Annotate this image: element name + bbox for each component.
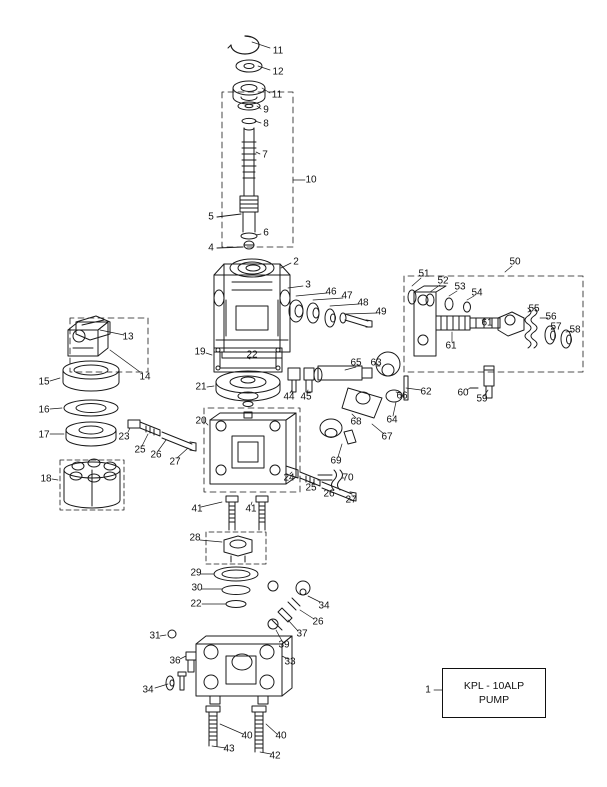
callout-33: 33 bbox=[284, 656, 296, 668]
callout-21: 21 bbox=[195, 381, 207, 393]
callout-40-right: 40 bbox=[275, 730, 287, 742]
part-number-line2: PUMP bbox=[478, 694, 510, 706]
callout-61-lower: 61 bbox=[445, 340, 457, 352]
callout-56: 56 bbox=[545, 311, 557, 323]
callout-58: 58 bbox=[569, 324, 581, 336]
callout-51: 51 bbox=[418, 268, 430, 280]
callout-15: 15 bbox=[38, 376, 50, 388]
callout-61-upper: 61 bbox=[481, 317, 493, 329]
callout-31: 31 bbox=[149, 630, 161, 642]
callout-41-left: 41 bbox=[191, 503, 203, 515]
callout-14: 14 bbox=[139, 371, 151, 383]
callout-42: 42 bbox=[269, 750, 281, 762]
callout-5: 5 bbox=[208, 211, 214, 223]
callout-26-right: 26 bbox=[323, 488, 335, 500]
callout-60: 60 bbox=[457, 387, 469, 399]
callout-3: 3 bbox=[305, 279, 311, 291]
callout-23: 23 bbox=[118, 431, 130, 443]
callout-46: 46 bbox=[325, 286, 337, 298]
part-number-box bbox=[442, 668, 546, 718]
callout-4: 4 bbox=[208, 242, 214, 254]
callout-1: 1 bbox=[425, 684, 431, 696]
callout-54: 54 bbox=[471, 287, 483, 299]
callout-55: 55 bbox=[528, 303, 540, 315]
callout-36: 36 bbox=[169, 655, 181, 667]
callout-65: 65 bbox=[350, 357, 362, 369]
callout-64: 64 bbox=[386, 414, 398, 426]
callout-43: 43 bbox=[223, 743, 235, 755]
callout-53: 53 bbox=[454, 281, 466, 293]
callout-67: 67 bbox=[381, 431, 393, 443]
callout-59: 59 bbox=[476, 393, 488, 405]
callout-39: 39 bbox=[278, 639, 290, 651]
callout-27-right: 27 bbox=[345, 494, 357, 506]
callout-68: 68 bbox=[350, 416, 362, 428]
callout-17: 17 bbox=[38, 429, 50, 441]
callout-37: 37 bbox=[296, 628, 308, 640]
callout-16: 16 bbox=[38, 404, 50, 416]
callout-52: 52 bbox=[437, 275, 449, 287]
callout-25-right: 25 bbox=[305, 482, 317, 494]
callout-24: 24 bbox=[283, 472, 295, 484]
callout-9: 9 bbox=[263, 104, 269, 116]
callout-26-left: 26 bbox=[150, 449, 162, 461]
callout-2: 2 bbox=[293, 256, 299, 268]
callout-62: 62 bbox=[420, 386, 432, 398]
callout-41-right: 41 bbox=[245, 503, 257, 515]
callout-40-left: 40 bbox=[241, 730, 253, 742]
callout-10: 10 bbox=[305, 174, 317, 186]
callout-13: 13 bbox=[122, 331, 134, 343]
callout-30: 30 bbox=[191, 582, 203, 594]
callout-27-left: 27 bbox=[169, 456, 181, 468]
callout-34-left: 34 bbox=[142, 684, 154, 696]
callout-29: 29 bbox=[190, 567, 202, 579]
callout-47: 47 bbox=[341, 290, 353, 302]
callout-12: 12 bbox=[272, 66, 284, 78]
callout-18: 18 bbox=[40, 473, 52, 485]
callout-66: 66 bbox=[396, 390, 408, 402]
callout-7: 7 bbox=[262, 149, 268, 161]
callout-34-right: 34 bbox=[318, 600, 330, 612]
callout-45: 45 bbox=[300, 391, 312, 403]
callout-19: 19 bbox=[194, 346, 206, 358]
callout-57: 57 bbox=[550, 321, 562, 333]
callout-22-upper: 22 bbox=[246, 349, 258, 361]
callout-69: 69 bbox=[330, 455, 342, 467]
callout-50: 50 bbox=[509, 256, 521, 268]
callout-44: 44 bbox=[283, 391, 295, 403]
callout-8: 8 bbox=[263, 118, 269, 130]
callout-11-lower: 11 bbox=[271, 89, 283, 101]
part-number-line1: KPL - 10ALP bbox=[463, 680, 525, 692]
callout-63: 63 bbox=[370, 357, 382, 369]
callout-70: 70 bbox=[342, 472, 354, 484]
callout-48: 48 bbox=[357, 297, 369, 309]
callout-11-top: 11 bbox=[272, 45, 284, 57]
callout-26-bottom: 26 bbox=[312, 616, 324, 628]
callout-25-left: 25 bbox=[134, 444, 146, 456]
callout-20: 20 bbox=[195, 415, 207, 427]
callout-22-lower: 22 bbox=[190, 598, 202, 610]
callout-49: 49 bbox=[375, 306, 387, 318]
callout-6: 6 bbox=[263, 227, 269, 239]
callout-28: 28 bbox=[189, 532, 201, 544]
